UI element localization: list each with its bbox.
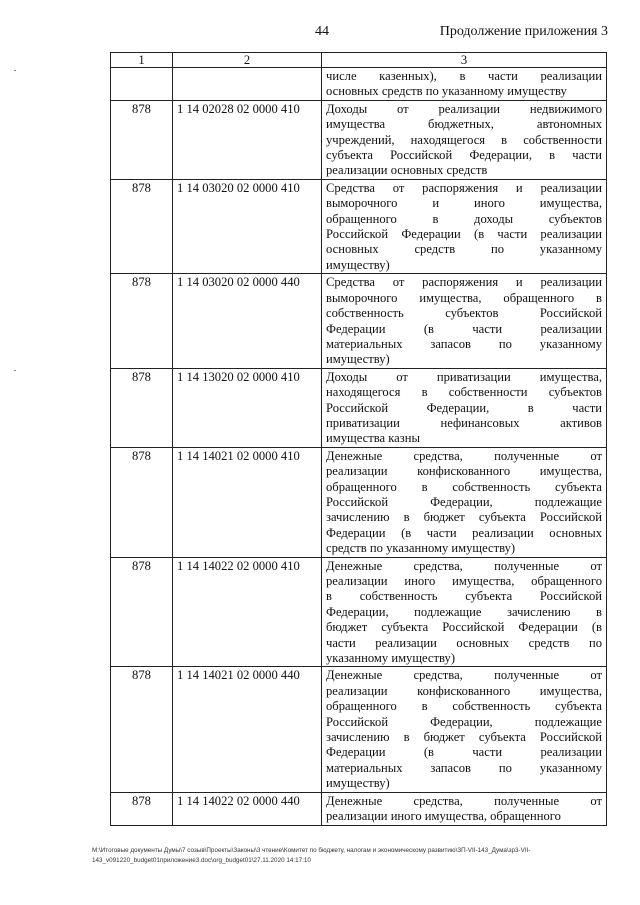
budget-code-cell: 1 14 14022 02 0000 410 xyxy=(173,557,322,667)
description-line: основных средств по указанному имуществу xyxy=(326,84,567,99)
description-line: в собственность субъекта Российской xyxy=(326,589,602,604)
description-line: Денежные средства, полученные от xyxy=(326,448,602,463)
description-line: Средства от распоряжения и реализации xyxy=(326,275,602,290)
page-number: 44 xyxy=(315,24,329,39)
description-cell xyxy=(322,557,607,667)
description-line: Доходы от реализации недвижимого xyxy=(326,101,602,116)
table-row xyxy=(111,100,607,179)
description-line: приватизации нефинансовых активов xyxy=(326,415,602,430)
description-line: находящегося в собственности субъектов xyxy=(326,385,602,400)
description-line: Российской Федерации, подлежащие xyxy=(326,494,602,509)
budget-code-cell: 1 14 14021 02 0000 410 xyxy=(173,447,322,557)
description-cell xyxy=(322,368,607,447)
description-cell xyxy=(322,447,607,557)
description-line: выморочного имущества, обращенного в xyxy=(326,290,602,305)
table-row xyxy=(111,667,607,792)
margin-dot xyxy=(14,370,16,371)
description-line: Денежные средства, полученные от xyxy=(326,668,602,683)
description-line: Российской Федерации, подлежащие xyxy=(326,714,602,729)
description-cell xyxy=(322,68,607,101)
admin-code-cell: 878 xyxy=(111,792,173,825)
budget-code-cell: 1 14 13020 02 0000 410 xyxy=(173,368,322,447)
description-cell xyxy=(322,792,607,825)
description-line: реализации основных средств xyxy=(326,163,488,178)
description-line: бюджет субъекта Российской Федерации (в xyxy=(326,620,602,635)
admin-code-cell: 878 xyxy=(111,667,173,792)
description-line: имуществу) xyxy=(326,257,390,272)
description-cell xyxy=(322,667,607,792)
description-line: Федерации (в части реализации xyxy=(326,321,602,336)
description-line: имуществу) xyxy=(326,776,390,791)
budget-code-cell: 1 14 02028 02 0000 410 xyxy=(173,100,322,179)
description-line: Федерации (в части реализации основных xyxy=(326,525,602,540)
table-row xyxy=(111,179,607,273)
table-row xyxy=(111,68,607,101)
description-line: Российской Федерации (в части реализации xyxy=(326,227,602,242)
description-line: реализации конфискованного имущества, xyxy=(326,683,602,698)
description-line: выморочного и иного имущества, xyxy=(326,196,602,211)
description-line: реализации иного имущества, обращенного xyxy=(326,574,602,588)
continuation-label: Продолжение приложения 3 xyxy=(439,24,608,39)
table-row xyxy=(111,274,607,368)
description-cell xyxy=(322,274,607,368)
admin-code-cell: 878 xyxy=(111,179,173,273)
description-line: основных средств по указанному xyxy=(326,242,602,257)
file-path-footer xyxy=(92,846,612,866)
admin-code-cell: 878 xyxy=(111,557,173,667)
description-line: материальных запасов по указанному xyxy=(326,760,602,775)
description-line: Федерации, подлежащие зачислению в xyxy=(326,604,602,619)
margin-dot xyxy=(14,70,16,71)
description-line: части реализации основных средств по xyxy=(326,635,602,650)
table-header-row xyxy=(111,53,607,68)
description-cell xyxy=(322,100,607,179)
description-line: учреждений, находящегося в собственности xyxy=(326,132,602,147)
description-line: обращенного в собственность субъекта xyxy=(326,479,602,494)
description-line: имущества казны xyxy=(326,431,420,446)
table-row xyxy=(111,792,607,825)
description-line: Денежные средства, полученные от xyxy=(326,793,602,808)
description-line: обращенного в собственность субъекта xyxy=(326,699,602,714)
footer-line-1: M:\Итоговые документы Думы\7 созыв\Проекты\Законы\3 чтение\Комитет по бюджету, налогам и экономическому развитию\ЗП-VII-143_Дума\зр3-VII- xyxy=(92,847,531,854)
description-line: собственность субъектов Российской xyxy=(326,306,602,321)
description-line: Денежные средства, полученные от xyxy=(326,558,602,573)
admin-code-cell: 878 xyxy=(111,274,173,368)
description-line: числе казенных), в части реализации xyxy=(326,69,602,83)
budget-code-cell xyxy=(173,68,322,101)
description-line: зачислению в бюджет субъекта Российской xyxy=(326,510,602,525)
admin-code-cell: 878 xyxy=(111,447,173,557)
description-cell xyxy=(322,179,607,273)
column-header-2: 2 xyxy=(173,53,322,68)
description-line: имущества бюджетных, автономных xyxy=(326,117,602,132)
column-header-1: 1 xyxy=(111,53,173,68)
description-line: реализации иного имущества, обращенного xyxy=(326,809,561,824)
column-header-3: 3 xyxy=(322,53,607,68)
description-line: Доходы от приватизации имущества, xyxy=(326,369,602,384)
budget-code-cell: 1 14 14021 02 0000 440 xyxy=(173,667,322,792)
description-line: реализации конфискованного имущества, xyxy=(326,464,602,479)
budget-code-cell: 1 14 03020 02 0000 440 xyxy=(173,274,322,368)
budget-code-cell: 1 14 14022 02 0000 440 xyxy=(173,792,322,825)
revenue-codes-table xyxy=(110,52,607,826)
admin-code-cell xyxy=(111,68,173,101)
admin-code-cell: 878 xyxy=(111,368,173,447)
footer-line-2: 143_v091220_budget01приложение3.doc\org_budget01\27.11.2020 14:17:10 xyxy=(92,857,311,864)
description-line: имуществу) xyxy=(326,352,390,367)
description-line: Российской Федерации, в части xyxy=(326,400,602,415)
description-line: зачислению в бюджет субъекта Российской xyxy=(326,730,602,745)
table-row xyxy=(111,447,607,557)
description-line: Средства от распоряжения и реализации xyxy=(326,180,602,195)
description-line: материальных запасов по указанному xyxy=(326,336,602,351)
admin-code-cell: 878 xyxy=(111,100,173,179)
description-line: субъекта Российской Федерации, в части xyxy=(326,148,602,163)
table-row xyxy=(111,557,607,667)
description-line: обращенного в доходы субъектов xyxy=(326,211,602,226)
description-line: средств по указанному имуществу) xyxy=(326,541,516,556)
description-line: Федерации (в части реализации xyxy=(326,745,602,760)
budget-code-cell: 1 14 03020 02 0000 410 xyxy=(173,179,322,273)
description-line: указанному имуществу) xyxy=(326,651,456,666)
table-row xyxy=(111,368,607,447)
